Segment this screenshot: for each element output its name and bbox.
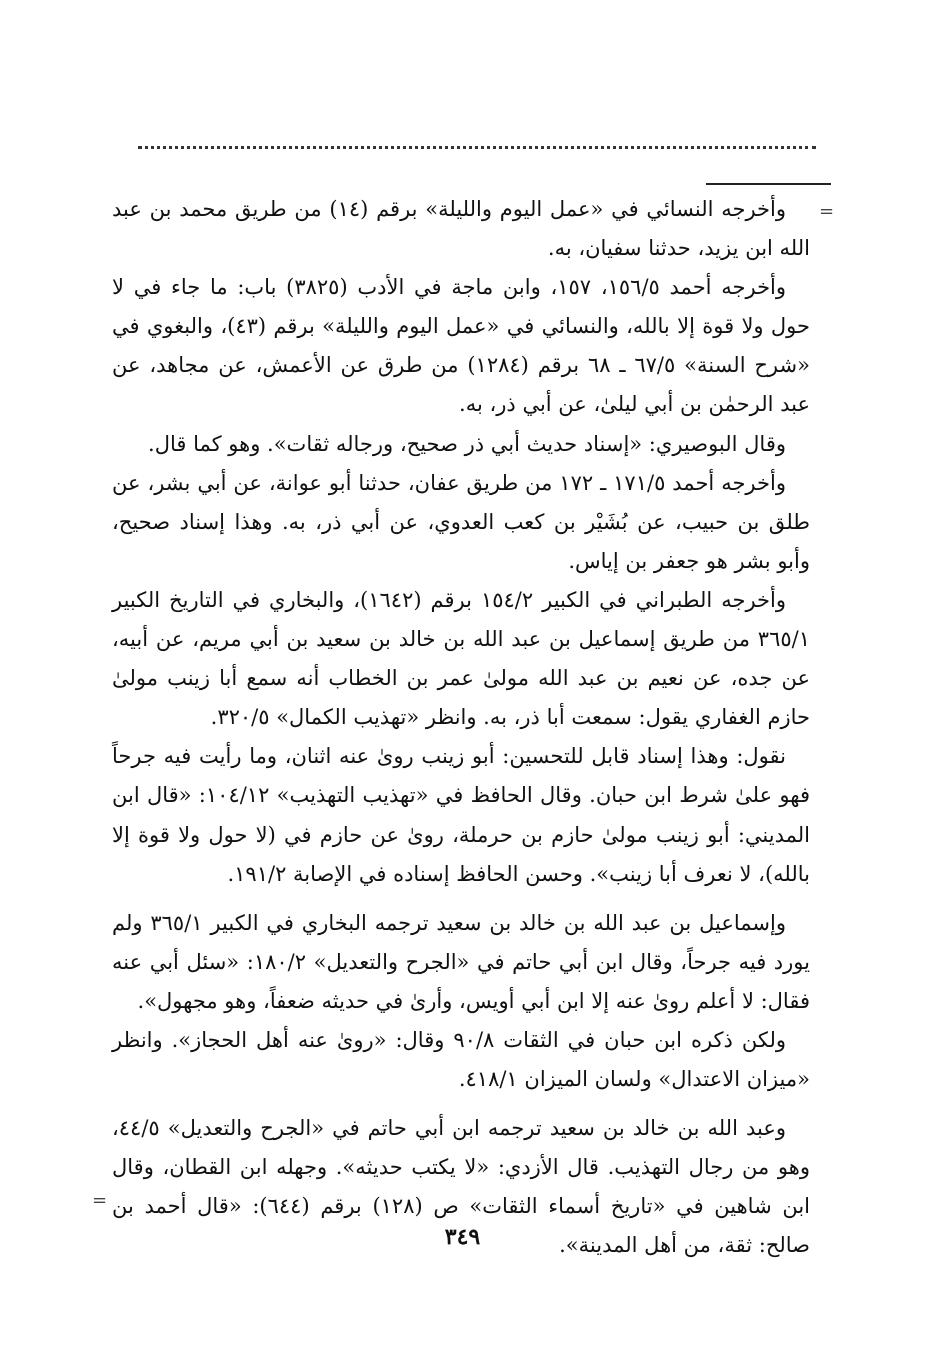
page-number: ٣٤٩ (444, 1224, 481, 1250)
footnote-body (112, 190, 810, 1266)
margin-mark-bottom: = (92, 1190, 108, 1211)
paragraph: وأخرجه أحمد ١٧١/٥ ـ ١٧٢ من طريق عفان، حدثنا أبو عوانة، عن أبي بشر، عن طلق بن حبيب، عن بُشَيْر بن كعب العدوي، عن أبي ذر، به. وهذا إسناد صحيح، وأبو بشر هو جعفر بن إياس. (112, 470, 810, 573)
paragraph: وأخرجه النسائي في «عمل اليوم والليلة» برقم (١٤) من طريق محمد بن عبد الله ابن يزيد، حدثنا سفيان، به. (112, 197, 810, 261)
paragraph: وأخرجه أحمد ١٥٦/٥، ١٥٧، وابن ماجة في الأدب (٣٨٢٥) باب: ما جاء في لا حول ولا قوة إلا بالله، والنسائي في «عمل اليوم والليلة» برقم (٤٣)، والبغوي في «شرح السنة» ٦٧/٥ ـ ٦٨ برقم (١٢٨٤) من طرق عن الأعمش، عن مجاهد، عن عبد الرحمٰن بن أبي ليلىٰ، عن أبي ذر، به. (112, 275, 810, 417)
paragraph: وقال البوصيري: «إسناد حديث أبي ذر صحيح، ورجاله ثقات». وهو كما قال. (148, 431, 786, 456)
margin-mark-top: = (819, 201, 835, 222)
paragraph: وأخرجه الطبراني في الكبير ١٥٤/٢ برقم (١٦٤٢)، والبخاري في التاريخ الكبير ٣٦٥/١ من طريق إسماعيل بن عبد الله بن خالد بن سعيد بن أبي مريم، عن أبيه، عن جده، عن نعيم بن عبد الله مولىٰ عمر بن الخطاب أنه سمع أبا زينب مولىٰ حازم الغفاري يقول: سمعت أبا ذر، به. وانظر «تهذيب الكمال» ٣٢٠/٥. (112, 587, 810, 730)
paragraph: ولكن ذكره ابن حبان في الثقات ٩٠/٨ وقال: «روىٰ عنه أهل الحجاز». وانظر «ميزان الاعتدال» ولسان الميزان ٤١٨/١. (112, 1027, 810, 1092)
dotted-separator (138, 146, 816, 159)
paragraph: وإسماعيل بن عبد الله بن خالد بن سعيد ترجمه البخاري في الكبير ٣٦٥/١ ولم يورد فيه جرحاً، وقال ابن أبي حاتم في «الجرح والتعديل» ١٨٠/٢: «سئل أبي عنه فقال: لا أعلم روىٰ عنه إلا ابن أبي أويس، وأرىٰ في حديثه ضعفاً، وهو مجهول». (112, 910, 810, 1013)
paragraph: وعبد الله بن خالد بن سعيد ترجمه ابن أبي حاتم في «الجرح والتعديل» ٤٤/٥، وهو من رجال التهذيب. قال الأزدي: «لا يكتب حديثه». وجهله ابن القطان، وقال ابن شاهين في «تاريخ أسماء الثقات» ص (١٢٨) برقم (٦٤٤): «قال أحمد بن صالح: ثقة، من أهل المدينة». (112, 1116, 811, 1258)
paragraph: نقول: وهذا إسناد قابل للتحسين: أبو زينب روىٰ عنه اثنان، وما رأيت فيه جرحاً فهو علىٰ شرط ابن حبان. وقال الحافظ في «تهذيب التهذيب» ١٠٤/١٢: «قال ابن المديني: أبو زينب مولىٰ حازم بن حرملة، روىٰ عن حازم في (لا حول ولا قوة إلا بالله)، لا نعرف أبا زينب». وحسن الحافظ إسناده في الإصابة ١٩١/٢. (112, 744, 810, 886)
footnote-rule (706, 183, 831, 185)
